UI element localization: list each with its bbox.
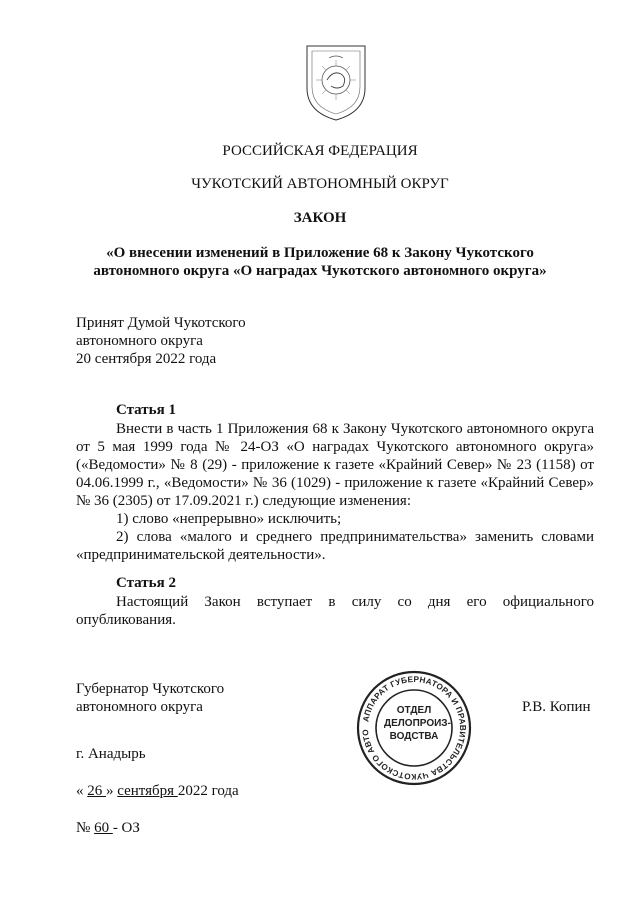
coat-of-arms-emblem (301, 38, 371, 122)
stamp-line1: ОТДЕЛ (396, 705, 432, 716)
number-suffix: - ОЗ (112, 820, 140, 836)
stamp-center-text (384, 704, 451, 743)
article1-item2: 2) слова «малого и среднего предпринимательства» заменить словами «предпринимательской деятельности». (76, 529, 594, 563)
number-value: 60 (94, 820, 113, 836)
date-open-quote: « (76, 783, 84, 799)
law-title-line2: автономного округа «О наградах Чукотского автономного округа» (93, 263, 547, 279)
date-year: 2022 года (177, 783, 239, 799)
document-type: ЗАКОН (293, 210, 347, 226)
law-number (76, 819, 140, 837)
country-heading: РОССИЙСКАЯ ФЕДЕРАЦИЯ (222, 143, 418, 159)
region-heading: ЧУКОТСКИЙ АВТОНОМНЫЙ ОКРУГ (191, 176, 449, 192)
law-title-line1: «О внесении изменений в Приложение 68 к Закону Чукотского (106, 245, 534, 261)
stamp-line2: ДЕЛОПРОИЗ- (384, 718, 451, 729)
law-title (0, 244, 640, 280)
article2-text: Настоящий Закон вступает в силу со дня его официального опубликования. (76, 594, 594, 628)
number-prefix: № (76, 820, 91, 836)
article1-item1: 1) слово «непрерывно» исключить; (116, 511, 342, 527)
article1-heading: Статья 1 (116, 402, 176, 418)
stamp-line3: ВОДСТВА (389, 731, 439, 742)
adopted-date: 20 сентября 2022 года (76, 351, 217, 367)
signature-title (76, 680, 224, 716)
article2-heading: Статья 2 (116, 575, 176, 591)
place-of-signing: г. Анадырь (76, 746, 146, 762)
date-day: 26 (87, 783, 106, 799)
article1-text: Внести в часть 1 Приложения 68 к Закону Чукотского автономного округа от 5 мая 1999 года № 24-ОЗ «О наградах Чукотского автономного округа» («Ведомости» № 8 (29) - приложение к газете «Крайний Север» № 23 (1158) от 04.06.1999 г., «Ведомости» № 36 (1029) - приложение к газете «Крайний Север» № 36 (2305) от 17.09.2021 г.) следующие изменения: (76, 421, 594, 509)
date-close-quote: » (106, 783, 114, 799)
stamp-ring-text: АППАРАТ ГУБЕРНАТОРА И ПРАВИТЕЛЬСТВА ЧУКОТСКОГО АВТО (360, 674, 468, 782)
adopted-line2: автономного округа (76, 333, 203, 349)
signature-title-line2: автономного округа (76, 699, 203, 715)
signing-date (76, 782, 239, 800)
signature-title-line1: Губернатор Чукотского (76, 681, 225, 697)
date-month: сентября (117, 783, 178, 799)
office-stamp (356, 670, 472, 786)
adopted-line1: Принят Думой Чукотского (76, 315, 246, 331)
signatory-name: Р.В. Копин (522, 699, 591, 715)
adopted-block (76, 314, 246, 368)
